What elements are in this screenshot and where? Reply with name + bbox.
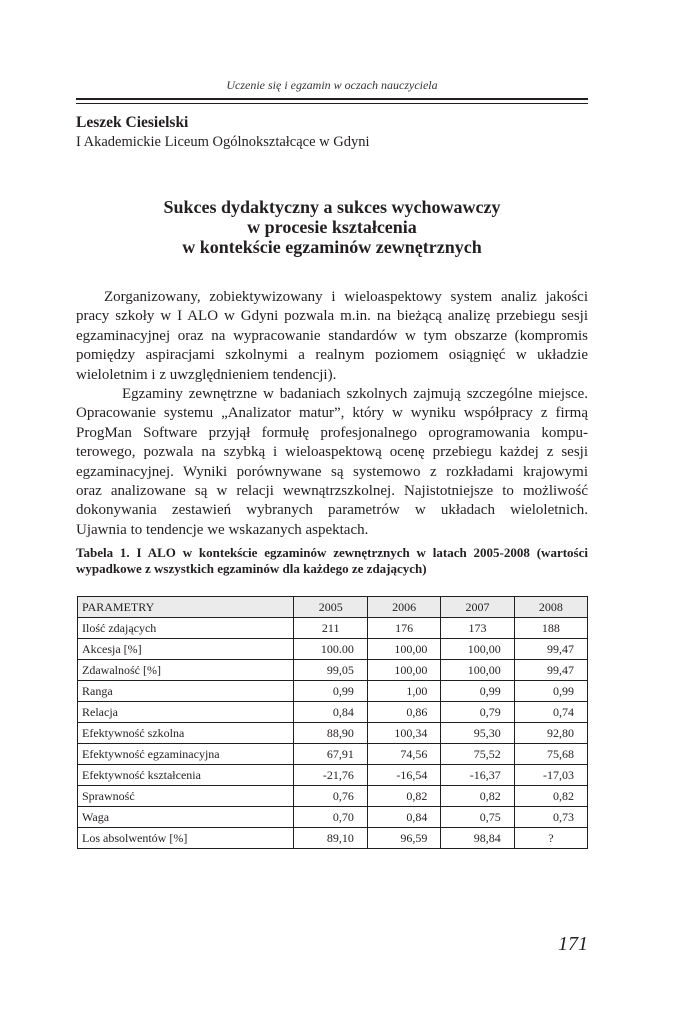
value-cell: 98,84 (441, 828, 514, 849)
value-cell: -16,37 (441, 765, 514, 786)
value-cell: 88,90 (294, 723, 367, 744)
title-line: w kontekście egzaminów zewnętrznych (182, 237, 482, 257)
body-line: egzaminacyjnej oraz na wypracowanie standardów w tym obszarze (kompromis (76, 327, 588, 344)
title-line: Sukces dydaktyczny a sukces wychowawczy (163, 197, 501, 217)
value-cell: 0,75 (441, 807, 514, 828)
parameter-name-cell: Ilość zdających (78, 618, 294, 639)
value-cell: 99,47 (514, 639, 587, 660)
value-cell: 0,99 (441, 681, 514, 702)
value-cell: 0,99 (294, 681, 367, 702)
value-cell: 100,00 (441, 660, 514, 681)
header-cell: 2005 (294, 597, 367, 618)
value-cell: 173 (441, 618, 514, 639)
header-cell: PARAMETRY (78, 597, 294, 618)
author-name: Leszek Ciesielski (76, 114, 189, 131)
value-cell: 95,30 (441, 723, 514, 744)
parameter-name-cell: Sprawność (78, 786, 294, 807)
value-cell: 0,82 (367, 786, 440, 807)
parameter-name-cell: Akcesja [%] (78, 639, 294, 660)
parameter-name-cell: Efektywność szkolna (78, 723, 294, 744)
table-header-row (78, 597, 588, 618)
value-cell: 100.00 (294, 639, 367, 660)
body-line: Ujawnia to tendencje we wskazanych aspektach. (76, 521, 369, 538)
body-line: pracy szkoły w I ALO w Gdyni pozwala m.in. na bieżącą analizę przebiegu sesji (76, 308, 588, 325)
value-cell: 96,59 (367, 828, 440, 849)
header-cell: 2007 (441, 597, 514, 618)
value-cell: 0,82 (441, 786, 514, 807)
body-line: dokonywania zestawień wybranych parametrów w układach wieloletnich. (76, 502, 588, 519)
value-cell: 0,82 (514, 786, 587, 807)
value-cell: 0,84 (367, 807, 440, 828)
table-row (78, 828, 588, 849)
parameter-name-cell: Ranga (78, 681, 294, 702)
body-line: pomiędzy aspiracjami szkolnymi a realnym poziomem osiągnięć w układzie (76, 347, 588, 364)
table-row (78, 702, 588, 723)
caption-line: Tabela 1. I ALO w kontekście egzaminów zewnętrznych w latach 2005-2008 (wartości (76, 545, 588, 560)
value-cell: -16,54 (367, 765, 440, 786)
table-row (78, 681, 588, 702)
value-cell: 99,47 (514, 660, 587, 681)
body-line: egzaminacyjnej. Wyniki porównywane są systemowo z rozkładami krajowymi (76, 463, 588, 480)
results-table (77, 596, 588, 849)
header-rule-thin (76, 103, 588, 104)
value-cell: 100,00 (367, 639, 440, 660)
table-row (78, 765, 588, 786)
value-cell: 74,56 (367, 744, 440, 765)
value-cell: 0,74 (514, 702, 587, 723)
parameter-name-cell: Efektywność kształcenia (78, 765, 294, 786)
value-cell: 188 (514, 618, 587, 639)
value-cell: 0,70 (294, 807, 367, 828)
parameter-name-cell: Zdawalność [%] (78, 660, 294, 681)
header-rule-thick (76, 98, 588, 100)
value-cell: 0,86 (367, 702, 440, 723)
value-cell: 0,73 (514, 807, 587, 828)
table-row (78, 639, 588, 660)
table-row (78, 744, 588, 765)
value-cell: 100,34 (367, 723, 440, 744)
value-cell: 176 (367, 618, 440, 639)
value-cell: -17,03 (514, 765, 587, 786)
value-cell: 100,00 (441, 639, 514, 660)
value-cell: ? (514, 828, 587, 849)
value-cell: 89,10 (294, 828, 367, 849)
caption-line: wypadkowe z wszystkich egzaminów dla każdego ze zdających) (76, 561, 427, 576)
article-body (76, 288, 588, 540)
table-body (78, 618, 588, 849)
value-cell: 1,00 (367, 681, 440, 702)
body-line: oraz analizowane są w relacji wewnątrzszkolnej. Najistotniejsze to możliwość (76, 482, 588, 499)
value-cell: 0,84 (294, 702, 367, 723)
author-affiliation: I Akademickie Liceum Ogólnokształcące w Gdyni (76, 134, 370, 150)
body-line: wieloletnim i z uwzględnieniem tendencji). (76, 366, 337, 383)
table-row (78, 618, 588, 639)
value-cell: 75,68 (514, 744, 587, 765)
value-cell: 0,79 (441, 702, 514, 723)
body-line: terowego, pozwala na szybką i wieloaspektową ocenę przebiegu każdej z sesji (76, 444, 588, 461)
title-line: w procesie kształcenia (247, 217, 417, 237)
value-cell: 67,91 (294, 744, 367, 765)
table-caption (76, 545, 588, 577)
parameter-name-cell: Waga (78, 807, 294, 828)
value-cell: 75,52 (441, 744, 514, 765)
value-cell: 99,05 (294, 660, 367, 681)
value-cell: 0,76 (294, 786, 367, 807)
table-row (78, 660, 588, 681)
table-row (78, 786, 588, 807)
body-line: Opracowanie systemu „Analizator matur”, który w wyniku współpracy z firmą (76, 405, 588, 422)
body-line: Zorganizowany, zobiektywizowany i wieloaspektowy system analiz jakości (104, 289, 588, 305)
value-cell: 211 (294, 618, 367, 639)
body-line: Egzaminy zewnętrzne w badaniach szkolnych zajmują szczególne miejsce. (122, 385, 588, 402)
article-title (76, 197, 588, 257)
table-row (78, 723, 588, 744)
running-head: Uczenie się i egzamin w oczach nauczyciela (226, 78, 438, 92)
table-row (78, 807, 588, 828)
value-cell: 92,80 (514, 723, 587, 744)
value-cell: -21,76 (294, 765, 367, 786)
header-cell: 2008 (514, 597, 587, 618)
parameter-name-cell: Los absolwentów [%] (78, 828, 294, 849)
parameter-name-cell: Efektywność egzaminacyjna (78, 744, 294, 765)
value-cell: 0,99 (514, 681, 587, 702)
parameter-name-cell: Relacja (78, 702, 294, 723)
page-number: 171 (558, 933, 588, 955)
header-cell: 2006 (367, 597, 440, 618)
body-line: ProgMan Software przyjął formułę profesjonalnego oprogramowania kompu- (76, 424, 588, 441)
value-cell: 100,00 (367, 660, 440, 681)
